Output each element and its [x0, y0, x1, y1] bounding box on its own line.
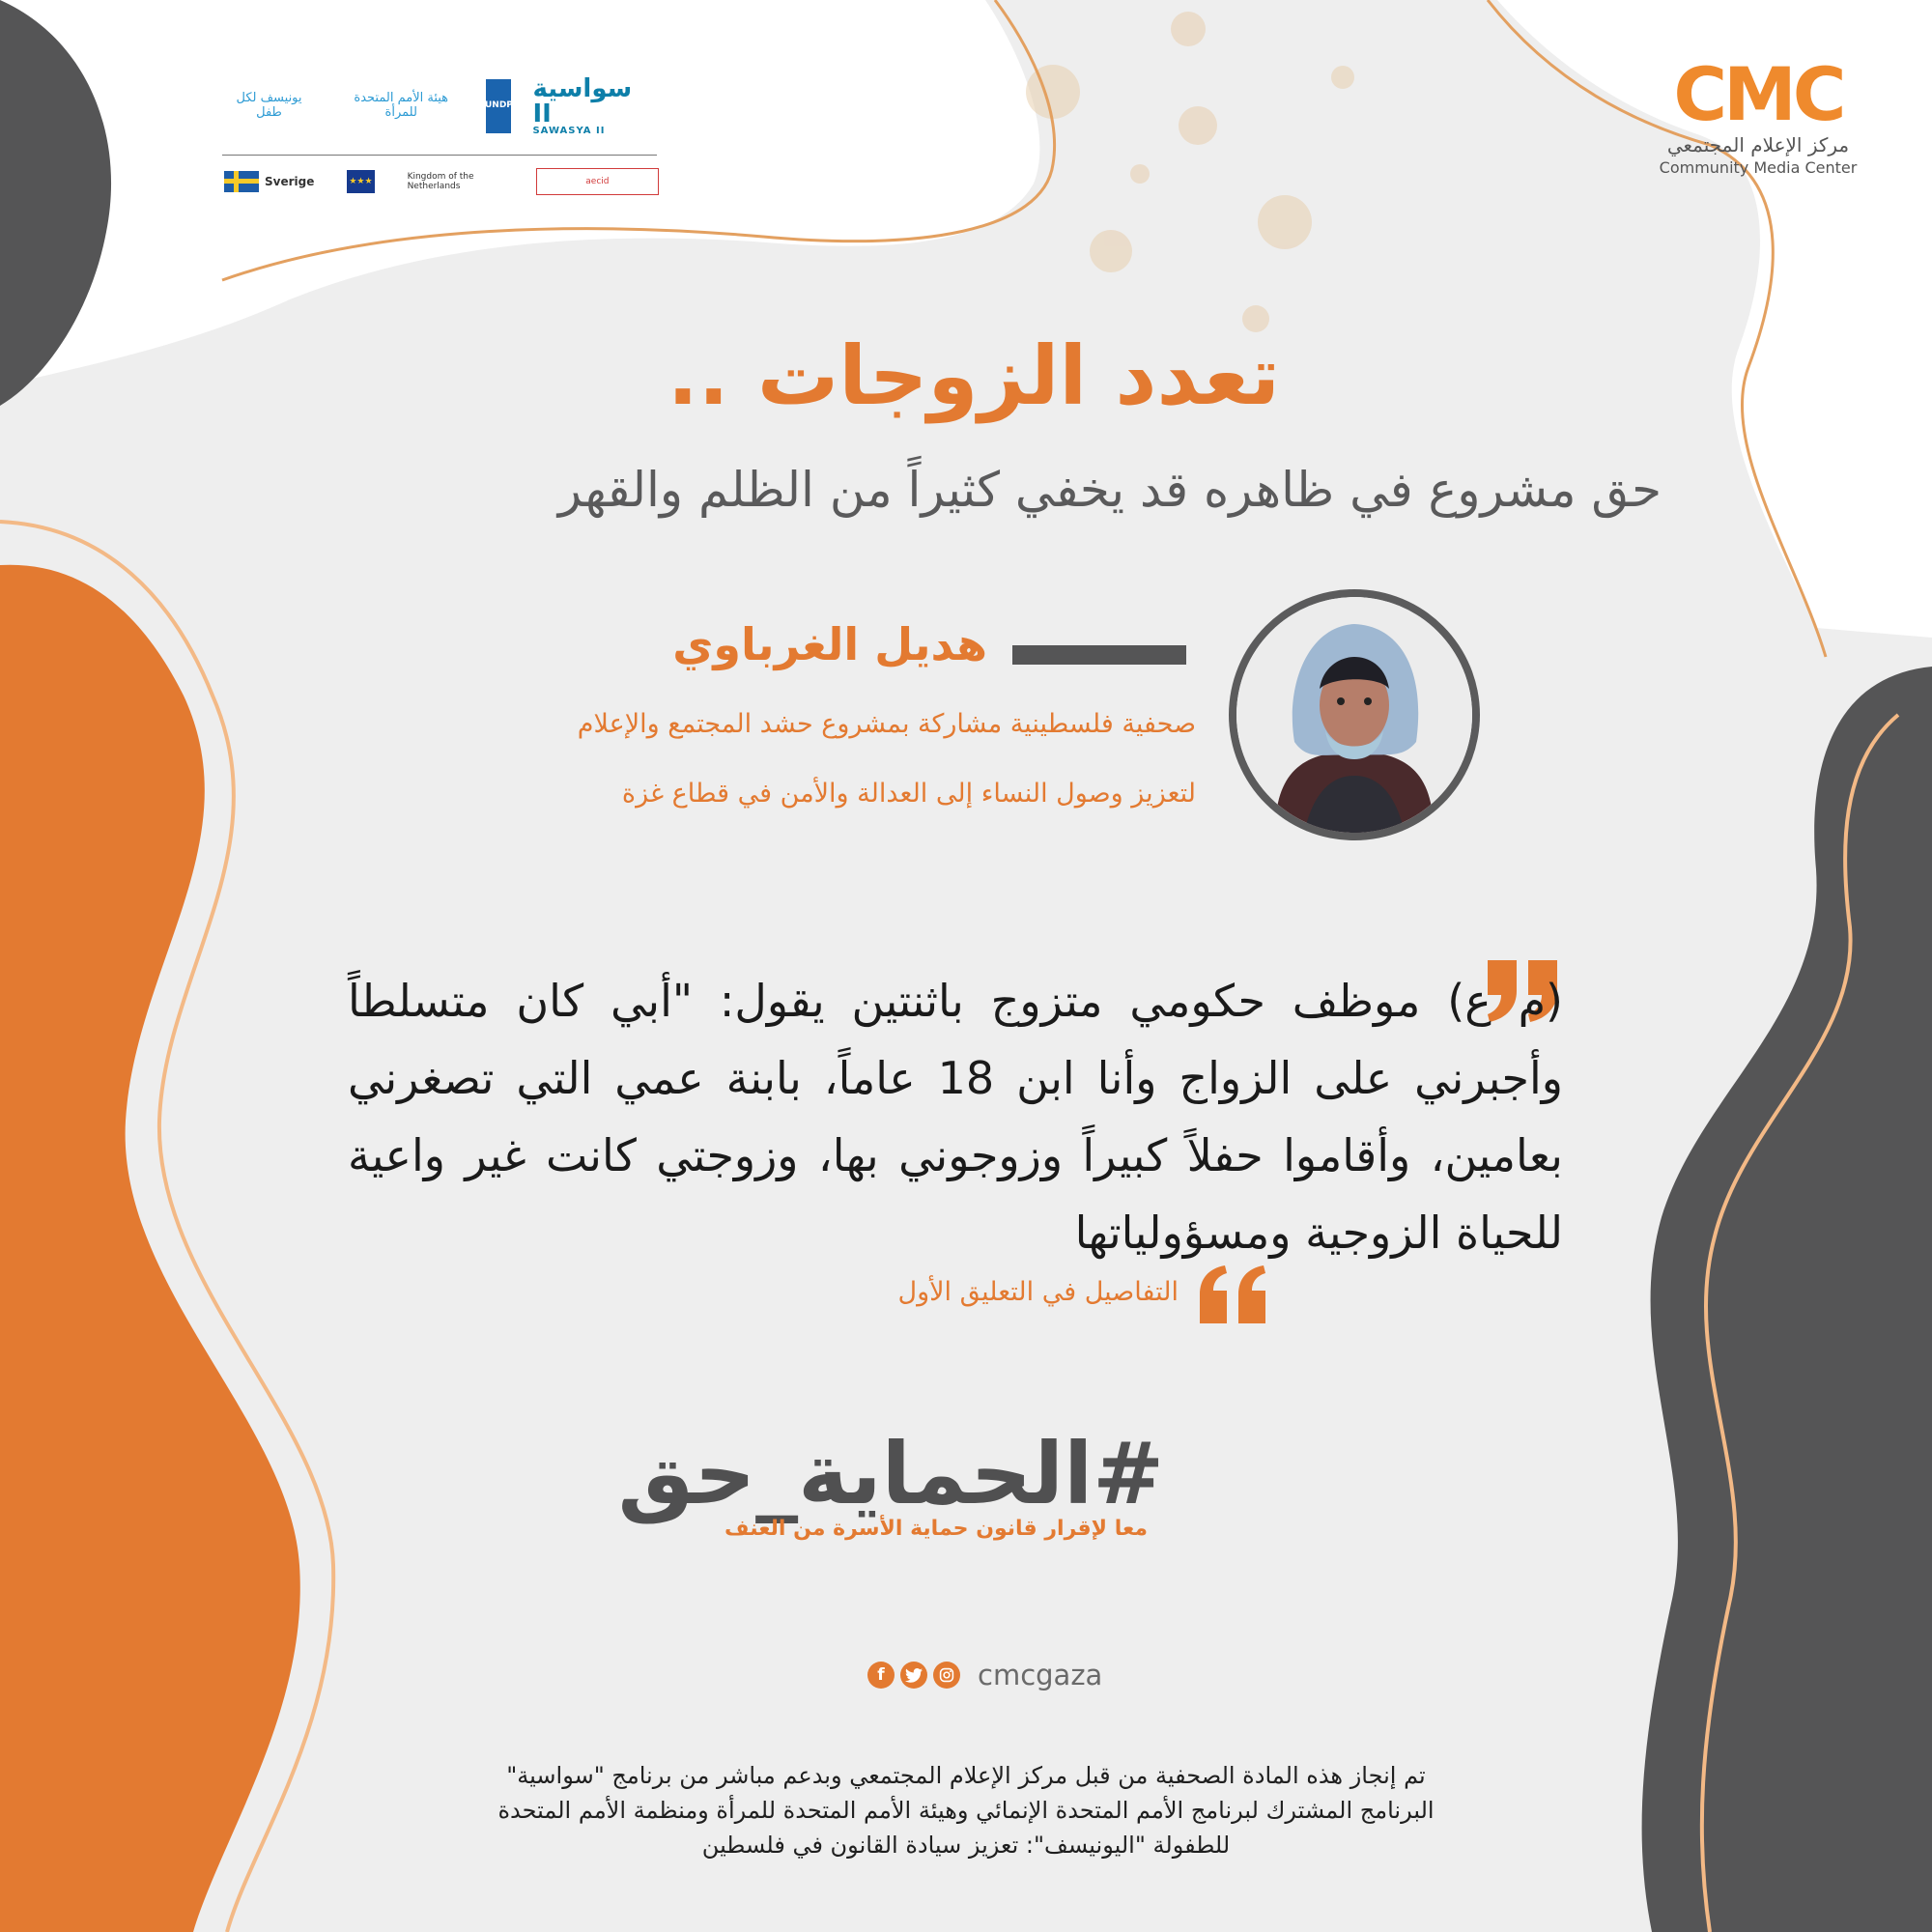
footer-line-1: تم إنجاز هذه المادة الصحفية من قبل مركز الإعلام المجتمعي وبدعم مباشر من برنامج "سواسية"	[506, 1762, 1426, 1789]
campaign-tagline: معا لإقرار قانون حماية الأسرة من العنف	[724, 1517, 1148, 1541]
unicef-logo: يونيسف لكل طفل	[236, 91, 302, 120]
name-accent-bar	[1012, 645, 1186, 665]
cmc-mark: CMC	[1673, 51, 1843, 137]
netherlands-logo: Kingdom of the Netherlands	[407, 172, 474, 191]
logo-divider	[222, 155, 657, 156]
cmc-arabic-name: مركز الإعلام المجتمعي	[1666, 133, 1850, 156]
social-handle[interactable]: cmcgaza	[978, 1659, 1103, 1691]
partner-logos-bottom	[224, 164, 659, 199]
close-quote-icon	[1194, 1264, 1271, 1327]
footer-line-3: للطفولة "اليونيسف": تعزيز سيادة القانون في فلسطين	[701, 1832, 1231, 1859]
cmc-logo	[1633, 51, 1884, 203]
twitter-icon[interactable]	[900, 1662, 927, 1689]
sweden-flag-icon	[224, 171, 259, 192]
undp-logo: UNDP	[486, 79, 511, 133]
footer-credits	[367, 1758, 1565, 1862]
details-link[interactable]: التفاصيل في التعليق الأول	[897, 1277, 1179, 1307]
social-links	[867, 1658, 1102, 1692]
footer-line-2: البرنامج المشترك لبرنامج الأمم المتحدة الإنمائي وهيئة الأمم المتحدة للمرأة ومنظمة الأمم المتحدة	[497, 1797, 1435, 1824]
author-photo	[1236, 597, 1472, 833]
instagram-icon[interactable]	[933, 1662, 960, 1689]
page-subtitle: حق مشروع في ظاهره قد يخفي كثيراً من الظلم والقهر	[557, 462, 1662, 518]
cmc-english-name: Community Media Center	[1659, 158, 1858, 177]
spain-aecid-logo: aecid	[536, 168, 659, 195]
quote-text: (م ع) موظف حكومي متزوج باثنتين يقول: "أبي كان متسلطاً وأجبرني على الزواج وأنا ابن 18 عاماً، بابنة عمي التي تصغرني بعامين، وأقاموا حفلاً كبيراً وزوجوني بها، وزوجتي كانت غير واعية للحياة الزوجية ومسؤولياتها	[348, 975, 1563, 1259]
author-name: هديل الغرباوي	[672, 618, 987, 670]
un-women-logo: هيئة الأمم المتحدة للمرأة	[354, 91, 449, 120]
page-title: تعدد الزوجات ..	[667, 328, 1280, 423]
campaign-hashtag: #الحماية_حق	[617, 1424, 1164, 1523]
author-bio-line-2: لتعزيز وصول النساء إلى العدالة والأمن في قطاع غزة	[621, 779, 1196, 809]
sweden-logo: Sverige	[224, 171, 314, 192]
sawasya-logo: سواسية II SAWASYA II	[532, 74, 633, 136]
facebook-icon[interactable]: f	[867, 1662, 895, 1689]
partner-logos-top	[222, 58, 657, 155]
author-bio-line-1: صحفية فلسطينية مشاركة بمشروع حشد المجتمع والإعلام	[577, 709, 1196, 739]
author-avatar	[1229, 589, 1480, 840]
eu-flag-icon: ★★★	[347, 170, 374, 193]
